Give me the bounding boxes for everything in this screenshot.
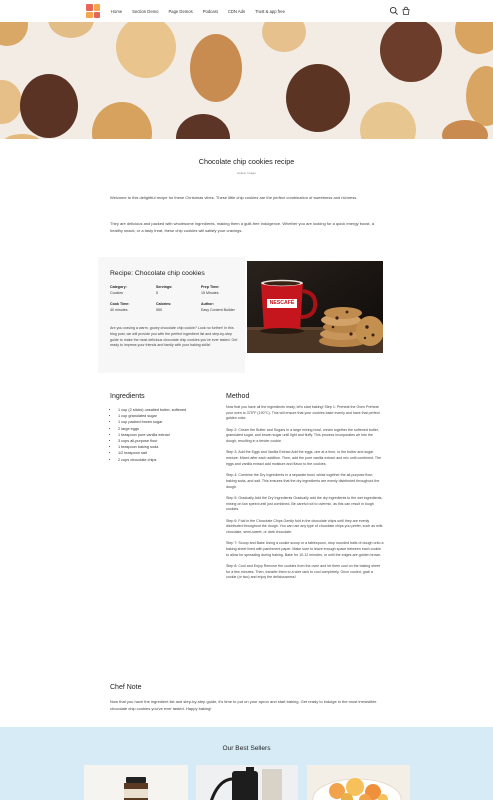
logo-tile <box>86 4 93 11</box>
cookie <box>286 64 350 132</box>
recipe-card-title: Recipe: Chocolate chip cookies <box>110 270 205 277</box>
list-item: • 1 teaspoon baking soda <box>118 444 186 450</box>
cookie <box>190 34 242 102</box>
product-card[interactable] <box>307 765 410 800</box>
method-step: Step 3: Add the Eggs and Vanilla Extract Add the eggs, one at a time, to the butter and sugar mixture. Mixed after each addition. Then, add the pure vanilla extract and mix until combined. The eggs and vanilla extract add moisture and flavor to the cookies. <box>226 450 382 466</box>
meta-value: 15 Minutes <box>201 290 219 295</box>
brand-logo[interactable] <box>86 4 100 18</box>
kettle-product-image <box>196 765 298 800</box>
logo-tile <box>94 4 101 11</box>
cookie <box>116 22 176 78</box>
recipe-description: Are you craving a warm, gooey chocolate chip cookie? Look no further! In this blog post, we will provide you with the perfect ingredient list and step-by-step guide to make the most delicious chocolate chip cookies you've ever tasted. Get ready to impress your friends and family with your baking skills! <box>110 326 238 348</box>
nav-item-page-demos[interactable]: Page Demos <box>168 8 193 14</box>
method-heading: Method <box>226 393 250 400</box>
list-item: • 1/2 teaspoon salt <box>118 450 186 456</box>
cookie <box>0 22 28 46</box>
logo-tile <box>86 12 93 19</box>
cart-icon[interactable] <box>401 6 411 16</box>
recipe-photo <box>247 261 383 353</box>
ingredients-list <box>118 407 186 463</box>
method-step: Step 2: Cream the Butter and Sugars In a large mixing bowl, cream together the softened butter, granulated sugar, and brown sugar until light and fluffy. This process incorporates air into the dough, resulting in a tender cookie. <box>226 427 379 444</box>
cookie <box>262 22 306 52</box>
search-icon[interactable] <box>389 6 399 16</box>
ingredients-heading: Ingredients <box>110 393 145 400</box>
cookie <box>0 80 22 124</box>
product-card[interactable] <box>84 765 188 800</box>
meta-value: Cookies <box>110 290 123 295</box>
list-item: • 1 cup packed brown sugar <box>118 419 186 425</box>
cookie <box>20 74 78 138</box>
best-sellers-heading: Our Best Sellers <box>222 745 271 752</box>
jar-product-image <box>84 765 188 800</box>
meta-category <box>110 285 127 296</box>
list-item: • 1 cup granulated sugar <box>118 413 186 419</box>
mug-and-cookies-illustration <box>247 261 383 353</box>
intro-paragraph: They are delicious and packed with wholesome ingredients, making them a guilt-free indulgence. Whether you are looking for a quick energy boost, a healthy snack, or a tasty treat, these chip cookies will satisfy your cravings. <box>110 221 374 233</box>
meta-label: Author: <box>201 302 214 306</box>
meta-author <box>201 302 241 313</box>
meta-cook-time <box>110 302 130 313</box>
meta-label: Category: <box>110 285 127 289</box>
method-step: Now that you have all the ingredients ready, let's start baking! Step 1: Preheat the Oven Preheat your oven to 375°F (190°C). This will ensure that your cookies bake evenly and have that perfect golden color. <box>226 405 380 421</box>
page-title: Chocolate chip cookies recipe <box>198 157 295 166</box>
meta-servings <box>156 285 172 296</box>
meta-value: Easy Content Builder <box>201 307 235 312</box>
mug-brand-label: NESCAFÉ <box>269 300 295 306</box>
chef-note-text: Now that you have the ingredient list and step-by-step guide, it's time to put on your apron and start baking. Get ready to indulge in the most irresistible chocolate chip cookies you've ever tasted. Happy baking! <box>110 699 377 711</box>
list-item: • 2 cups chocolate chips <box>118 457 186 463</box>
intro-paragraph: Welcome to this delightful recipe for these Christmas vibes. These little chip cookies are the perfect combination of sweetness and richness. <box>110 195 358 200</box>
nav-item-cdn-ads[interactable]: CDN Ads <box>227 8 246 14</box>
nav-item-podcast[interactable]: Podcast <box>202 8 218 14</box>
meta-value: 5 <box>156 290 158 295</box>
method-steps <box>226 405 384 587</box>
cookie <box>176 114 230 139</box>
method-step: Step 4: Combine the Dry Ingredients In a separate bowl, whisk together the all-purpose flour, baking soda, and salt. This ensures that the dry ingredients are evenly distributed throughout the dough. <box>226 473 380 489</box>
cookie <box>360 102 416 139</box>
cookie <box>466 66 493 126</box>
chef-note-heading: Chef Note <box>110 684 142 691</box>
meta-value: 40 minutes <box>110 307 128 312</box>
cookie <box>92 102 152 139</box>
meta-label: Calories: <box>156 302 172 306</box>
method-step: Step 5: Gradually Add the Dry Ingredients Gradually add the dry ingredients to the wet ingredients, mixing on low speed until just combined. Be careful not to overmix, as this can result in tough cookies. <box>226 495 383 512</box>
list-item: • 2 large eggs <box>118 426 186 432</box>
cookie <box>48 22 94 38</box>
main-nav <box>111 0 285 22</box>
nav-item-trust-app[interactable]: Trust & app free <box>255 8 285 14</box>
author-byline: Avatar Image <box>237 171 256 175</box>
list-item: • 1 teaspoon pure vanilla extract <box>118 432 186 438</box>
method-step: Step 8: Cool and Enjoy Remove the cookies from the oven and let them cool on the baking sheet for a few minutes. Then, transfer them to a wire rack to cool completely. Once cooled, grab a cookie (or two) and enjoy the deliciousness! <box>226 563 381 580</box>
meta-label: Prep Time: <box>201 285 220 289</box>
list-item: • 1 cup (2 sticks) unsalted butter, softened <box>118 407 186 413</box>
meta-value: 550 <box>156 307 162 312</box>
list-item: • 3 cups all-purpose flour <box>118 438 186 444</box>
meta-prep-time <box>201 285 220 296</box>
cookie <box>455 22 493 54</box>
meta-label: Servings: <box>156 285 173 289</box>
fruit-plate-product-image <box>307 765 410 800</box>
site-header <box>0 0 493 22</box>
nav-item-section-demo[interactable]: Section Demo <box>132 8 159 14</box>
cookie <box>380 22 442 82</box>
meta-calories <box>156 302 171 313</box>
method-step: Step 7: Scoop and Bake Using a cookie scoop or a tablespoon, drop rounded balls of dough onto a baking sheet lined with parchment paper. Make sure to leave enough space between each cookie to allow for spreading during baking. Bake for 10-12 minutes, or until the edges are golden brown. <box>226 541 384 557</box>
nav-item-home[interactable]: Home <box>111 8 123 14</box>
meta-label: Cook Time: <box>110 302 130 306</box>
method-step: Step 6: Fold in the Chocolate Chips Gently fold in the chocolate chips until they are evenly distributed throughout the dough. You can use any type of chocolate chips you prefer, such as milk chocolate, semi-sweet, or dark chocolate. <box>226 518 383 534</box>
logo-tile <box>94 12 101 19</box>
hero-image <box>0 22 493 139</box>
product-card[interactable] <box>196 765 298 800</box>
